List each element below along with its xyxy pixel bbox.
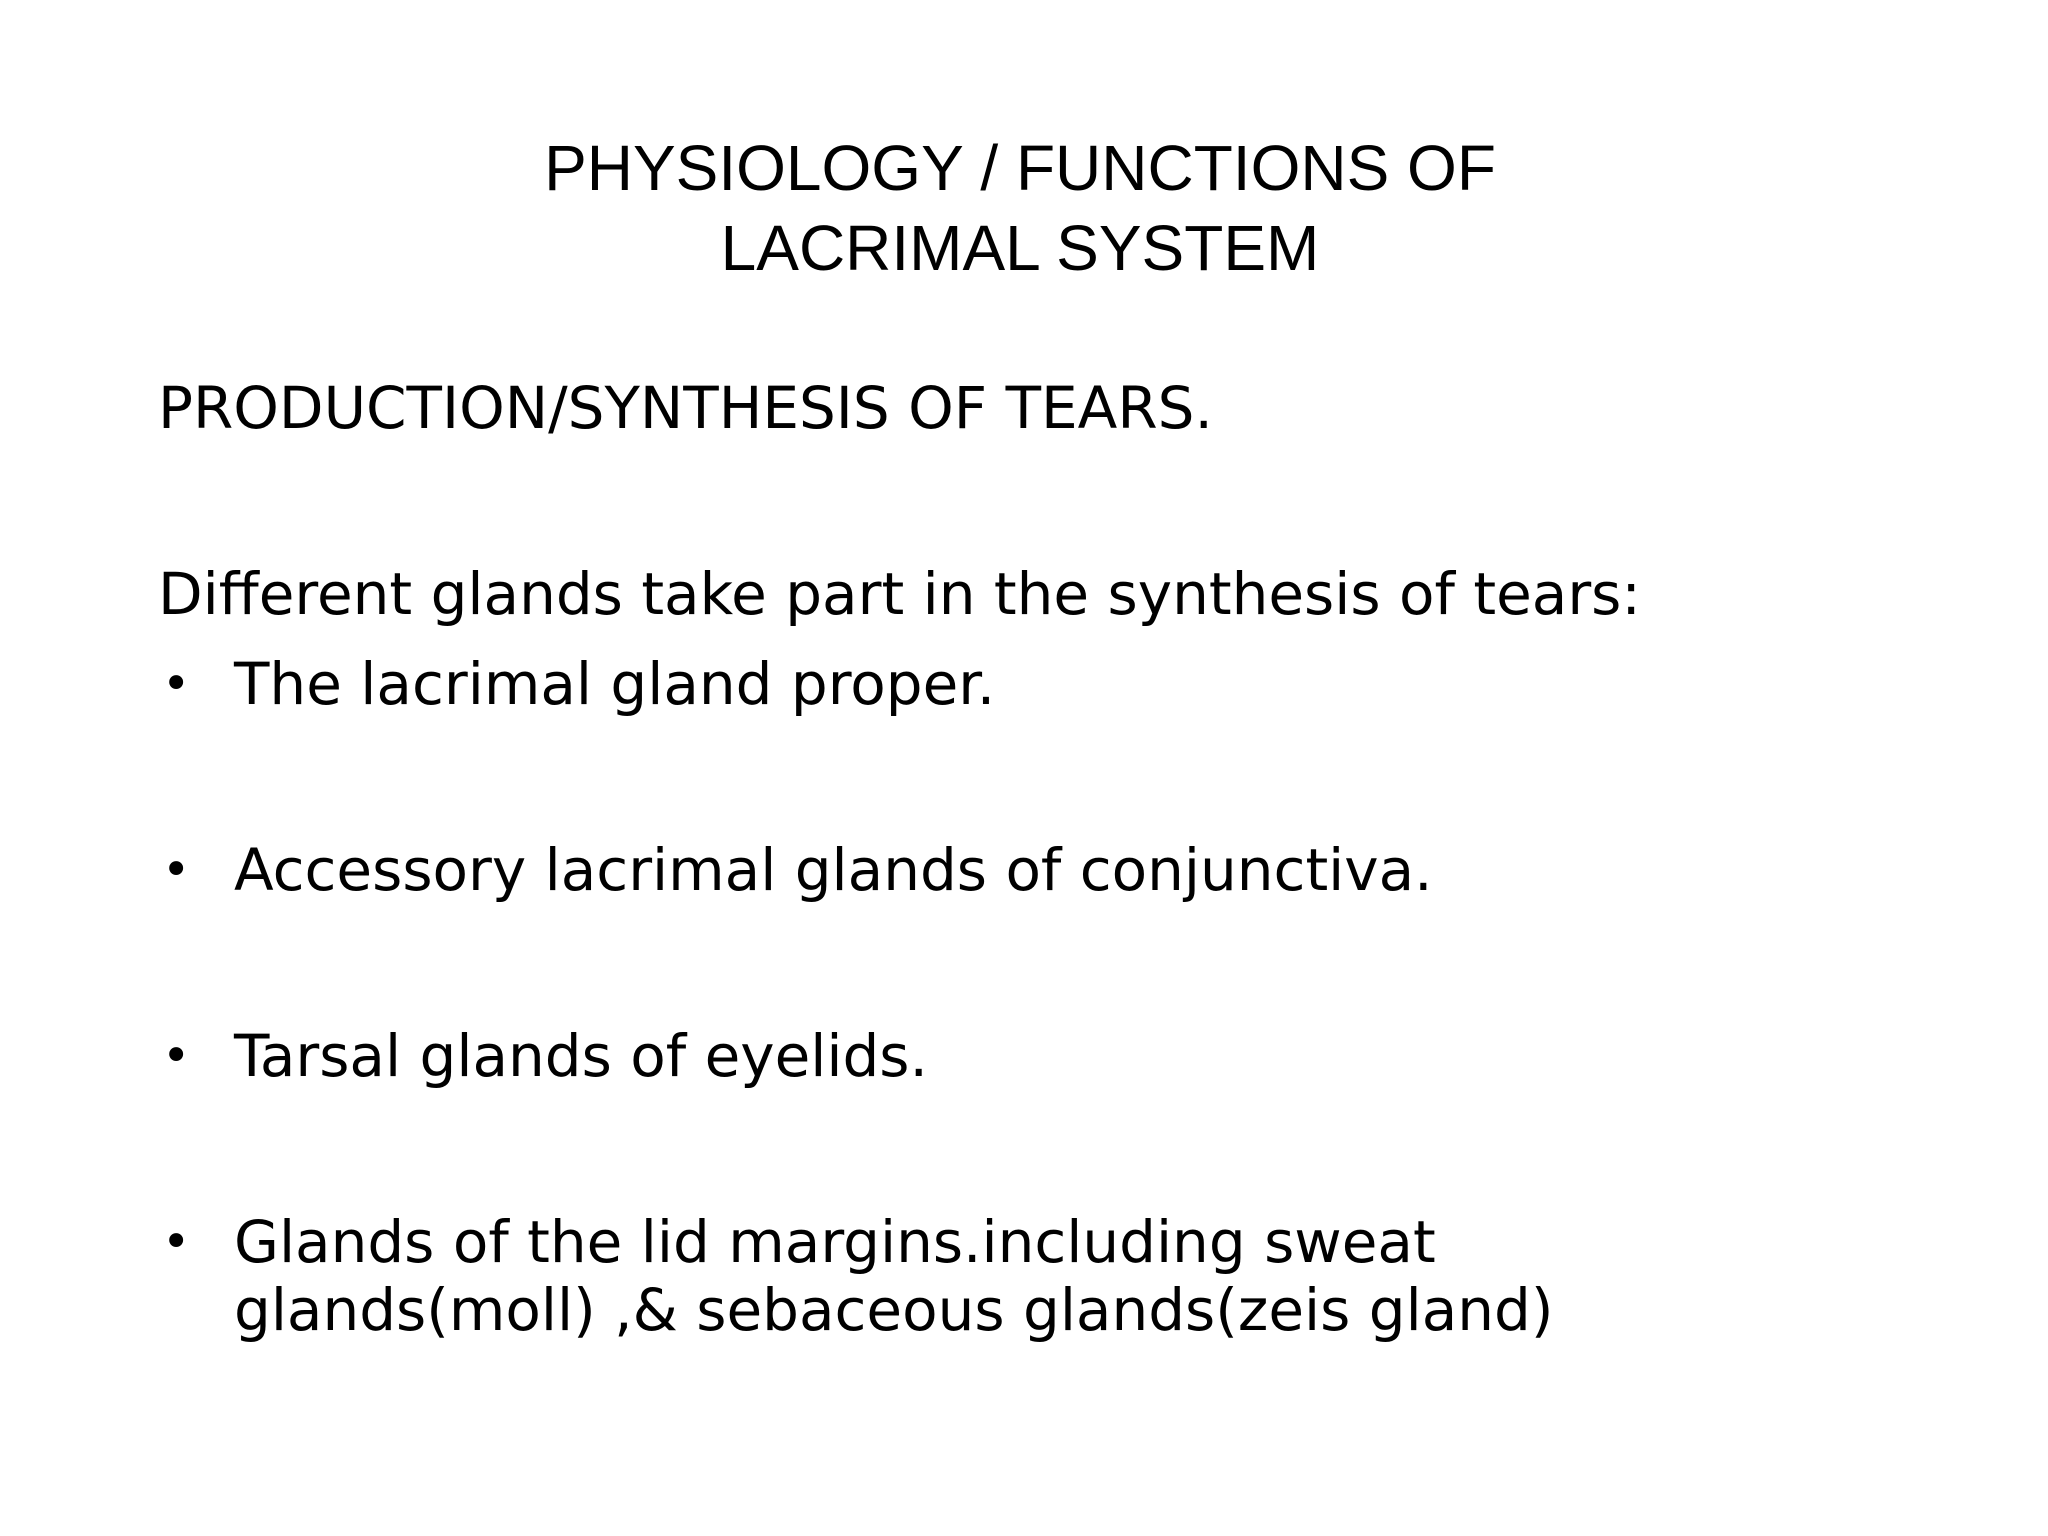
- bullet-text: [234, 650, 1938, 718]
- bullet-text-line: The lacrimal gland proper.: [234, 650, 996, 718]
- slide-title-line-1: PHYSIOLOGY / FUNCTIONS OF: [544, 132, 1496, 204]
- bullet-text: [234, 836, 1938, 904]
- bullet-icon: •: [162, 842, 191, 898]
- bullet-item-tarsal-glands: [158, 1022, 1938, 1090]
- bullet-list: [158, 650, 1938, 1344]
- slide-title: [300, 128, 1740, 288]
- bullet-icon: •: [162, 1028, 191, 1084]
- bullet-text-line-2: glands(moll) ,& sebaceous glands(zeis gland): [234, 1276, 1554, 1344]
- bullet-item-lid-margin-glands: [158, 1208, 1938, 1344]
- section-heading: PRODUCTION/SYNTHESIS OF TEARS.: [158, 374, 1213, 442]
- bullet-text: [234, 1208, 1938, 1344]
- bullet-icon: •: [162, 656, 191, 712]
- slide-title-line-2: LACRIMAL SYSTEM: [720, 212, 1320, 284]
- bullet-text-line: Tarsal glands of eyelids.: [234, 1022, 928, 1090]
- bullet-item-accessory-glands: [158, 836, 1938, 904]
- bullet-text-line: Accessory lacrimal glands of conjunctiva.: [234, 836, 1433, 904]
- intro-text: Different glands take part in the synthesis of tears:: [158, 560, 1641, 628]
- bullet-item-lacrimal-gland: [158, 650, 1938, 718]
- bullet-icon: •: [162, 1214, 191, 1270]
- bullet-text-line-1: Glands of the lid margins.including sweat: [234, 1208, 1436, 1276]
- bullet-text: [234, 1022, 1938, 1090]
